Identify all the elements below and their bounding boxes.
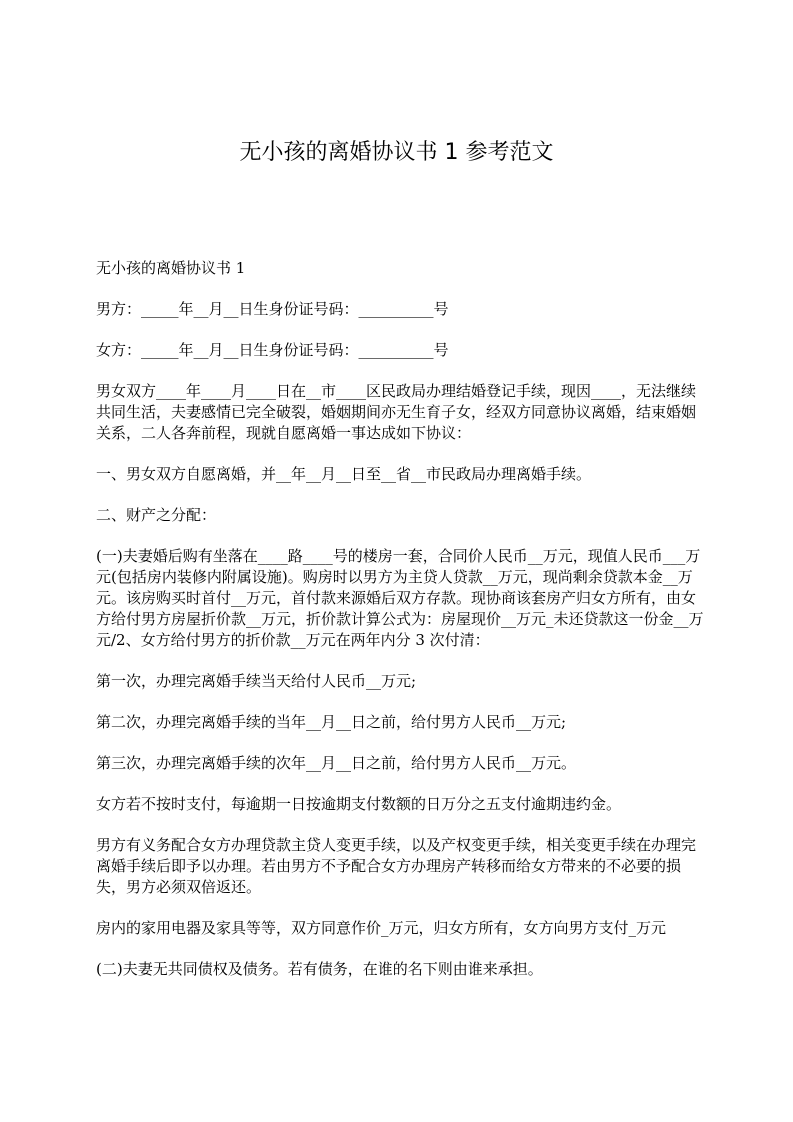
paragraph-intro: 男女双方____年____月____日在__市____区民政局办理结婚登记手续，现因____，无法继续共同生活，夫妻感情已完全破裂，婚姻期间亦无生育子女，经双方同意协议离婚，结束婚姻关系，二人各奔前程，现就自愿离婚一事达成如下协议： [96, 382, 697, 442]
paragraph-appliances: 房内的家用电器及家具等等，双方同意作价_万元，归女方所有，女方向男方支付_万元 [96, 919, 667, 937]
paragraph-late-penalty: 女方若不按时支付，每逾期一日按逾期支付数额的日万分之五支付逾期违约金。 [96, 795, 622, 813]
document-title: 无小孩的离婚协议书 1 参考范文 [239, 140, 554, 165]
paragraph-payment-2: 第二次，办理完离婚手续的当年__月__日之前，给付男方人民币__万元; [96, 713, 567, 731]
paragraph-female-party: 女方：_____年__月__日生身份证号码：__________号 [96, 341, 449, 359]
paragraph-property-house: (一)夫妻婚后购有坐落在____路____号的楼房一套，合同价人民币__万元，现值人民币___万元(包括房内装修内附属设施)。购房时以男方为主贷人贷款__万元，现尚剩余贷款本金__万元。该房购买时首付__万元，首付款来源婚后双方存款。现协商该套房产归女方所有，由女方给付男方房屋折价款__万元，折价款计算公式为：房屋现价__万元_未还贷款这一份金__万元/2、女方给付男方的折价款__万元在两年内分 3 次付清： [96, 547, 704, 649]
paragraph-clause-2-heading: 二、财产之分配： [96, 506, 217, 524]
paragraph-debts: (二)夫妻无共同债权及债务。若有债务，在谁的名下则由谁来承担。 [96, 960, 543, 978]
paragraph-male-obligation: 男方有义务配合女方办理贷款主贷人变更手续，以及产权变更手续，相关变更手续在办理完离婚手续后即予以办理。若由男方不予配合女方办理房产转移而给女方带来的不必要的损失，男方必须双倍返还。 [96, 836, 697, 896]
paragraph-payment-3: 第三次，办理完离婚手续的次年__月__日之前，给付男方人民币__万元。 [96, 754, 577, 772]
paragraph-male-party: 男方：_____年__月__日生身份证号码：__________号 [96, 300, 449, 318]
paragraph-clause-1: 一、男女双方自愿离婚，并__年__月__日至__省__市民政局办理离婚手续。 [96, 465, 592, 483]
document-body [96, 258, 706, 1000]
document-subtitle: 无小孩的离婚协议书 1 [96, 259, 246, 277]
paragraph-payment-1: 第一次，办理完离婚手续当天给付人民币__万元; [96, 672, 417, 690]
